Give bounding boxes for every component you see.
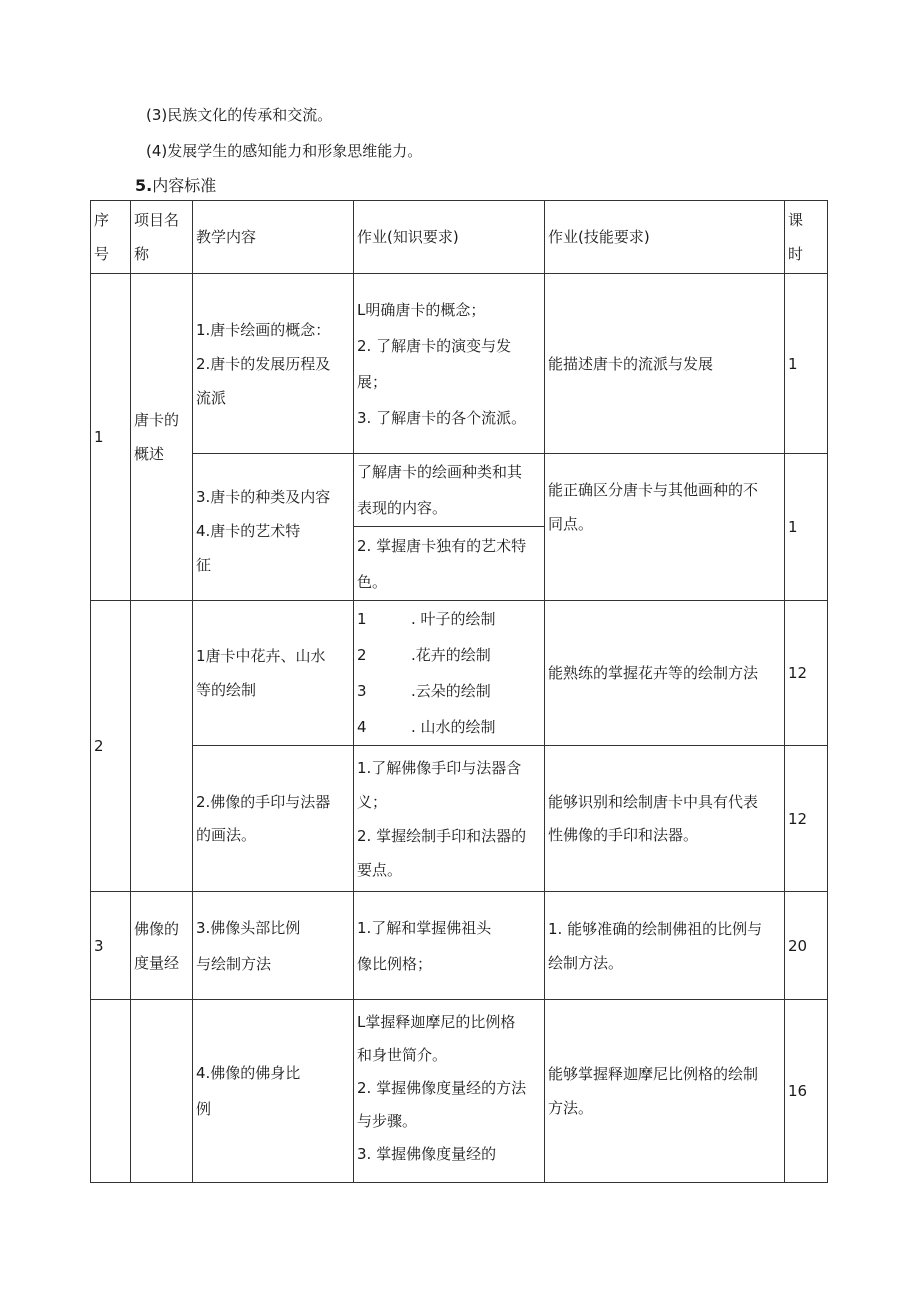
row2-hours: 12 (788, 664, 808, 682)
row3b-hours: 16 (788, 1082, 808, 1100)
header-skill: 作业(技能要求) (548, 228, 650, 246)
row1b-skill: 能正确区分唐卡与其他画种的不 同点。 (548, 481, 759, 533)
row3b-content: 4.佛像的佛身比 例 (196, 1064, 301, 1118)
row2-knowledge: 1 . 叶子的绘制 2 .花卉的绘制 3 .云朵的绘制 4 . 山水的绘制 (357, 610, 496, 736)
paragraph-4: (4)发展学生的感知能力和形象思维能力。 (146, 142, 423, 160)
table-border-right (827, 200, 828, 1183)
row3-seq: 3 (94, 936, 104, 955)
row3-skill: 1. 能够准确的绘制佛祖的比例与 绘制方法。 (548, 919, 763, 972)
header-seq: 序 号 (94, 211, 110, 263)
row1b-content: 3.唐卡的种类及内容 4.唐卡的艺术特 征 (196, 488, 331, 574)
content-standard-table (90, 200, 828, 1183)
section-number: 5. (135, 176, 153, 195)
row2-seq: 2 (94, 737, 104, 755)
row2-skill: 能熟练的掌握花卉等的绘制方法 (548, 664, 759, 682)
row2b-skill: 能够识别和绘制唐卡中具有代表 性佛像的手印和法器。 (548, 792, 759, 844)
row3-project: 佛像的 度量经 (134, 919, 180, 972)
header-hours: 课 时 (788, 211, 804, 263)
row1-knowledge: L明确唐卡的概念； 2. 了解唐卡的演变与发 展； 3. 了解唐卡的各个流派。 (357, 300, 527, 427)
row1-hours: 1 (788, 354, 798, 373)
paragraph-3: (3)民族文化的传承和交流。 (146, 106, 333, 124)
section-heading (135, 176, 216, 196)
header-project: 项目名 称 (134, 211, 180, 263)
row3-knowledge: 1.了解和掌握佛祖头 像比例格； (357, 918, 492, 973)
row1b-knowledge-b: 2. 掌握唐卡独有的艺术特 色。 (357, 536, 527, 591)
row2-content: 1唐卡中花卉、山水 等的绘制 (196, 647, 326, 699)
row1b-knowledge-a: 了解唐卡的绘画种类和其 表现的内容。 (357, 463, 523, 517)
row1b-hours: 1 (788, 518, 798, 536)
row3b-knowledge: L掌握释迦摩尼的比例格 和身世简介。 2. 掌握佛像度量经的方法 与步骤。 3. 掌握佛像度量经的 (357, 1013, 527, 1163)
row3-content: 3.佛像头部比例 与绘制方法 (196, 918, 301, 973)
row3b-skill: 能够掌握释迦摩尼比例格的绘制 方法。 (548, 1065, 759, 1117)
section-title: 内容标准 (152, 176, 217, 195)
table-border-bottom (90, 1182, 828, 1183)
header-knowledge: 作业(知识要求) (357, 228, 459, 246)
row1-project: 唐卡的 概述 (134, 411, 180, 463)
row2b-hours: 12 (788, 809, 808, 828)
header-content: 教学内容 (196, 228, 257, 246)
row1-content: 1.唐卡绘画的概念： 2.唐卡的发展历程及 流派 (196, 320, 331, 407)
row1-seq: 1 (94, 428, 104, 446)
row1-skill: 能描述唐卡的流派与发展 (548, 354, 714, 373)
row2b-knowledge: 1.了解佛像手印与法器含 义； 2. 掌握绘制手印和法器的 要点。 (357, 758, 527, 879)
row2b-content: 2.佛像的手印与法器 的画法。 (196, 792, 331, 844)
row3-hours: 20 (788, 936, 808, 955)
